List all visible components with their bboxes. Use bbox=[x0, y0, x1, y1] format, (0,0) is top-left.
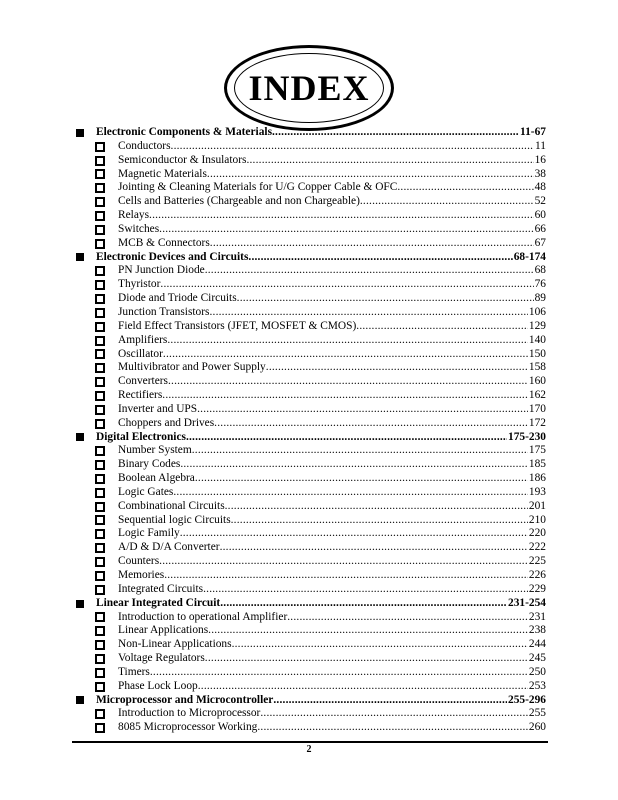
entry-label: 8085 Microprocessor Working bbox=[118, 721, 258, 734]
hollow-square-bullet-icon bbox=[95, 612, 105, 622]
hollow-square-bullet-icon bbox=[95, 446, 105, 456]
dot-leader bbox=[225, 500, 528, 514]
entry-label: Counters bbox=[118, 555, 160, 568]
entry-page: 16 bbox=[534, 153, 546, 166]
toc-entry[interactable] bbox=[76, 348, 546, 362]
dot-leader bbox=[220, 597, 507, 611]
entry-label: Diode and Triode Circuits bbox=[118, 292, 237, 305]
toc-entry[interactable] bbox=[76, 278, 546, 292]
entry-label: Memories bbox=[118, 569, 165, 581]
hollow-square-bullet-icon bbox=[95, 502, 105, 512]
toc-entry[interactable] bbox=[76, 154, 546, 168]
dot-leader bbox=[266, 361, 528, 375]
hollow-square-bullet-icon bbox=[95, 557, 105, 567]
dot-leader bbox=[173, 486, 528, 500]
hollow-square-bullet-icon bbox=[95, 391, 105, 401]
dot-leader bbox=[163, 348, 528, 362]
entry-label: Amplifiers bbox=[118, 333, 168, 346]
toc-entry[interactable] bbox=[76, 168, 546, 182]
entry-label: Switches bbox=[118, 222, 160, 235]
dot-leader bbox=[237, 292, 534, 306]
section-heading[interactable] bbox=[76, 597, 546, 611]
entry-page: 66 bbox=[534, 222, 546, 235]
entry-label: Phase Lock Loop bbox=[118, 679, 198, 692]
footer-divider bbox=[72, 741, 548, 743]
hollow-square-bullet-icon bbox=[95, 488, 105, 498]
toc-entry[interactable] bbox=[76, 721, 546, 735]
dot-leader bbox=[186, 431, 507, 445]
section-heading[interactable] bbox=[76, 694, 546, 708]
entry-page: 220 bbox=[528, 527, 546, 540]
toc-entry[interactable] bbox=[76, 666, 546, 680]
toc-entry[interactable] bbox=[76, 583, 546, 597]
toc-entry[interactable] bbox=[76, 486, 546, 500]
filled-square-bullet-icon bbox=[76, 600, 84, 608]
hollow-square-bullet-icon bbox=[95, 668, 105, 678]
toc-entry[interactable] bbox=[76, 361, 546, 375]
dot-leader bbox=[208, 624, 528, 638]
entry-page: 238 bbox=[528, 624, 546, 637]
dot-leader bbox=[214, 417, 528, 431]
entry-label: Introduction to operational Amplifier bbox=[118, 610, 288, 623]
toc-entry[interactable] bbox=[76, 541, 546, 555]
dot-leader bbox=[397, 181, 533, 195]
hollow-square-bullet-icon bbox=[95, 156, 105, 166]
entry-label: Magnetic Materials bbox=[118, 167, 207, 180]
entry-label: Conductors bbox=[118, 139, 171, 152]
toc-entry[interactable] bbox=[76, 264, 546, 278]
hollow-square-bullet-icon bbox=[95, 280, 105, 290]
toc-entry[interactable] bbox=[76, 458, 546, 472]
entry-page: 68 bbox=[534, 264, 546, 277]
toc-entry[interactable] bbox=[76, 707, 546, 721]
toc-entry[interactable] bbox=[76, 306, 546, 320]
dot-leader bbox=[198, 680, 528, 694]
hollow-square-bullet-icon bbox=[95, 363, 105, 373]
entry-page: 140 bbox=[528, 333, 546, 346]
entry-page: 162 bbox=[528, 389, 546, 402]
entry-page: 60 bbox=[534, 209, 546, 222]
dot-leader bbox=[195, 472, 528, 486]
hollow-square-bullet-icon bbox=[95, 405, 105, 415]
entry-label: Semiconductor & Insulators bbox=[118, 153, 247, 166]
entry-label: Integrated Circuits bbox=[118, 582, 204, 595]
dot-leader bbox=[167, 334, 528, 348]
dot-leader bbox=[231, 514, 528, 528]
hollow-square-bullet-icon bbox=[95, 142, 105, 152]
dot-leader bbox=[192, 444, 528, 458]
hollow-square-bullet-icon bbox=[95, 169, 105, 179]
hollow-square-bullet-icon bbox=[95, 211, 105, 221]
section-heading[interactable] bbox=[76, 251, 546, 265]
dot-leader bbox=[220, 541, 528, 555]
entry-page: 245 bbox=[528, 652, 546, 665]
entry-label: Timers bbox=[118, 665, 150, 678]
hollow-square-bullet-icon bbox=[95, 266, 105, 276]
section-page-range: 68-174 bbox=[513, 250, 546, 263]
entry-page: 222 bbox=[528, 541, 546, 554]
entry-label: Sequential logic Circuits bbox=[118, 513, 231, 526]
entry-label: Choppers and Drives bbox=[118, 416, 215, 429]
entry-page: 11 bbox=[535, 139, 546, 152]
hollow-square-bullet-icon bbox=[95, 377, 105, 387]
page-title: INDEX bbox=[248, 68, 370, 108]
hollow-square-bullet-icon bbox=[95, 543, 105, 553]
entry-label: Binary Codes bbox=[118, 458, 181, 471]
hollow-square-bullet-icon bbox=[95, 183, 105, 193]
section-title: Digital Electronics bbox=[96, 430, 186, 443]
entry-page: 52 bbox=[534, 195, 546, 208]
hollow-square-bullet-icon bbox=[95, 626, 105, 636]
filled-square-bullet-icon bbox=[76, 253, 84, 261]
toc-entry[interactable] bbox=[76, 472, 546, 486]
hollow-square-bullet-icon bbox=[95, 640, 105, 650]
hollow-square-bullet-icon bbox=[95, 336, 105, 346]
entry-page: 150 bbox=[528, 347, 546, 360]
toc-entry[interactable] bbox=[76, 181, 546, 195]
index-title-badge bbox=[0, 44, 618, 132]
dot-leader bbox=[246, 154, 533, 168]
dot-leader bbox=[205, 264, 534, 278]
dot-leader bbox=[257, 721, 528, 735]
entry-page: 89 bbox=[534, 292, 546, 305]
section-heading[interactable] bbox=[76, 431, 546, 445]
toc-entry[interactable] bbox=[76, 195, 546, 209]
toc-entry[interactable] bbox=[76, 209, 546, 223]
entry-label: Number System bbox=[118, 444, 192, 457]
toc-entry[interactable] bbox=[76, 320, 546, 334]
toc-entry[interactable] bbox=[76, 500, 546, 514]
filled-square-bullet-icon bbox=[76, 696, 84, 704]
toc-entry[interactable] bbox=[76, 514, 546, 528]
dot-leader bbox=[360, 195, 534, 209]
toc-entry[interactable] bbox=[76, 652, 546, 666]
entry-page: 226 bbox=[528, 569, 546, 581]
toc-entry[interactable] bbox=[76, 555, 546, 569]
entry-label: Relays bbox=[118, 209, 150, 222]
entry-page: 106 bbox=[528, 305, 546, 318]
hollow-square-bullet-icon bbox=[95, 571, 105, 581]
entry-label: Multivibrator and Power Supply bbox=[118, 361, 266, 374]
entry-page: 38 bbox=[534, 167, 546, 180]
toc-entry[interactable] bbox=[76, 680, 546, 694]
section-page-range: 11-67 bbox=[520, 126, 546, 138]
entry-page: 250 bbox=[528, 665, 546, 678]
section-title: Linear Integrated Circuit bbox=[96, 596, 221, 609]
dot-leader bbox=[164, 569, 528, 583]
entry-page: 67 bbox=[534, 236, 546, 249]
toc-entry[interactable] bbox=[76, 334, 546, 348]
entry-label: Rectifiers bbox=[118, 389, 163, 402]
toc-entry[interactable] bbox=[76, 527, 546, 541]
entry-page: 229 bbox=[528, 582, 546, 595]
entry-page: 193 bbox=[528, 485, 546, 498]
entry-label: Inverter and UPS bbox=[118, 402, 198, 415]
dot-leader bbox=[149, 209, 534, 223]
toc-entry[interactable] bbox=[76, 237, 546, 251]
entry-page: 48 bbox=[534, 181, 546, 194]
title-oval-inner bbox=[234, 53, 384, 123]
dot-leader bbox=[248, 251, 512, 265]
toc-entry[interactable] bbox=[76, 375, 546, 389]
toc-entry[interactable] bbox=[76, 624, 546, 638]
hollow-square-bullet-icon bbox=[95, 197, 105, 207]
entry-page: 76 bbox=[534, 278, 546, 291]
dot-leader bbox=[162, 389, 528, 403]
dot-leader bbox=[356, 320, 528, 334]
entry-page: 160 bbox=[528, 375, 546, 388]
entry-label: Introduction to Microprocessor bbox=[118, 707, 261, 720]
dot-leader bbox=[210, 237, 534, 251]
filled-square-bullet-icon bbox=[76, 433, 84, 441]
dot-leader bbox=[180, 527, 528, 541]
hollow-square-bullet-icon bbox=[95, 709, 105, 719]
toc-entry[interactable] bbox=[76, 389, 546, 403]
section-page-range: 255-296 bbox=[508, 693, 546, 706]
page-number: 2 bbox=[306, 744, 312, 755]
toc-entry[interactable] bbox=[76, 444, 546, 458]
entry-label: Non-Linear Applications bbox=[118, 638, 232, 651]
section-title: Microprocessor and Microcontroller bbox=[96, 693, 274, 706]
entry-page: 185 bbox=[528, 458, 546, 471]
dot-leader bbox=[160, 278, 533, 292]
hollow-square-bullet-icon bbox=[95, 460, 105, 470]
toc-entry[interactable] bbox=[76, 611, 546, 625]
dot-leader bbox=[209, 306, 527, 320]
entry-label: PN Junction Diode bbox=[118, 264, 205, 277]
toc-entry[interactable] bbox=[76, 417, 546, 431]
entry-label: Field Effect Transistors (JFET, MOSFET & CMOS) bbox=[118, 319, 357, 332]
entry-page: 255 bbox=[528, 707, 546, 720]
entry-label: Logic Family bbox=[118, 527, 180, 540]
entry-label: Voltage Regulators bbox=[118, 652, 205, 665]
section-title: Electronic Components & Materials bbox=[96, 126, 272, 138]
entry-label: Oscillator bbox=[118, 347, 163, 360]
entry-page: 175 bbox=[528, 444, 546, 457]
dot-leader bbox=[159, 555, 528, 569]
entry-label: Converters bbox=[118, 375, 168, 388]
entry-page: 170 bbox=[528, 402, 546, 415]
dot-leader bbox=[273, 694, 507, 708]
entry-page: 244 bbox=[528, 638, 546, 651]
dot-leader bbox=[287, 611, 528, 625]
entry-page: 225 bbox=[528, 555, 546, 568]
entry-label: MCB & Connectors bbox=[118, 236, 210, 249]
dot-leader bbox=[205, 652, 528, 666]
section-title: Electronic Devices and Circuits bbox=[96, 250, 249, 263]
dot-leader bbox=[203, 583, 528, 597]
hollow-square-bullet-icon bbox=[95, 294, 105, 304]
title-oval-outer bbox=[224, 45, 394, 131]
entry-label: A/D & D/A Converter bbox=[118, 541, 220, 554]
section-page-range: 231-254 bbox=[508, 596, 546, 609]
toc-entry[interactable] bbox=[76, 638, 546, 652]
dot-leader bbox=[207, 168, 534, 182]
entry-label: Cells and Batteries (Chargeable and non Chargeable) bbox=[118, 195, 360, 208]
hollow-square-bullet-icon bbox=[95, 682, 105, 692]
section-page-range: 175-230 bbox=[508, 430, 546, 443]
entry-page: 231 bbox=[528, 610, 546, 623]
toc-entry[interactable] bbox=[76, 223, 546, 237]
entry-page: 201 bbox=[528, 499, 546, 512]
hollow-square-bullet-icon bbox=[95, 239, 105, 249]
toc-entry[interactable] bbox=[76, 292, 546, 306]
dot-leader bbox=[197, 403, 528, 417]
entry-label: Boolean Algebra bbox=[118, 472, 195, 485]
table-of-contents bbox=[76, 126, 546, 735]
dot-leader bbox=[168, 375, 528, 389]
filled-square-bullet-icon bbox=[76, 129, 84, 137]
entry-page: 260 bbox=[528, 721, 546, 734]
hollow-square-bullet-icon bbox=[95, 349, 105, 359]
section-heading[interactable] bbox=[76, 126, 546, 140]
entry-label: Linear Applications bbox=[118, 624, 209, 637]
entry-page: 158 bbox=[528, 361, 546, 374]
hollow-square-bullet-icon bbox=[95, 419, 105, 429]
dot-leader bbox=[180, 458, 528, 472]
entry-label: Thyristor bbox=[118, 278, 161, 291]
entry-page: 210 bbox=[528, 513, 546, 526]
hollow-square-bullet-icon bbox=[95, 225, 105, 235]
entry-page: 186 bbox=[528, 472, 546, 485]
entry-page: 172 bbox=[528, 416, 546, 429]
hollow-square-bullet-icon bbox=[95, 529, 105, 539]
entry-page: 253 bbox=[528, 679, 546, 692]
toc-entry[interactable] bbox=[76, 569, 546, 583]
hollow-square-bullet-icon bbox=[95, 308, 105, 318]
toc-entry[interactable] bbox=[76, 140, 546, 154]
toc-entry[interactable] bbox=[76, 403, 546, 417]
hollow-square-bullet-icon bbox=[95, 723, 105, 733]
dot-leader bbox=[159, 223, 533, 237]
entry-page: 129 bbox=[528, 319, 546, 332]
hollow-square-bullet-icon bbox=[95, 515, 105, 525]
hollow-square-bullet-icon bbox=[95, 585, 105, 595]
entry-label: Logic Gates bbox=[118, 485, 174, 498]
hollow-square-bullet-icon bbox=[95, 322, 105, 332]
dot-leader bbox=[260, 707, 528, 721]
dot-leader bbox=[272, 126, 519, 140]
hollow-square-bullet-icon bbox=[95, 654, 105, 664]
dot-leader bbox=[232, 638, 528, 652]
dot-leader bbox=[150, 666, 528, 680]
hollow-square-bullet-icon bbox=[95, 474, 105, 484]
dot-leader bbox=[171, 140, 535, 154]
entry-label: Jointing & Cleaning Materials for U/G Copper Cable & OFC bbox=[118, 181, 398, 194]
entry-label: Junction Transistors bbox=[118, 305, 210, 318]
entry-label: Combinational Circuits bbox=[118, 499, 225, 512]
